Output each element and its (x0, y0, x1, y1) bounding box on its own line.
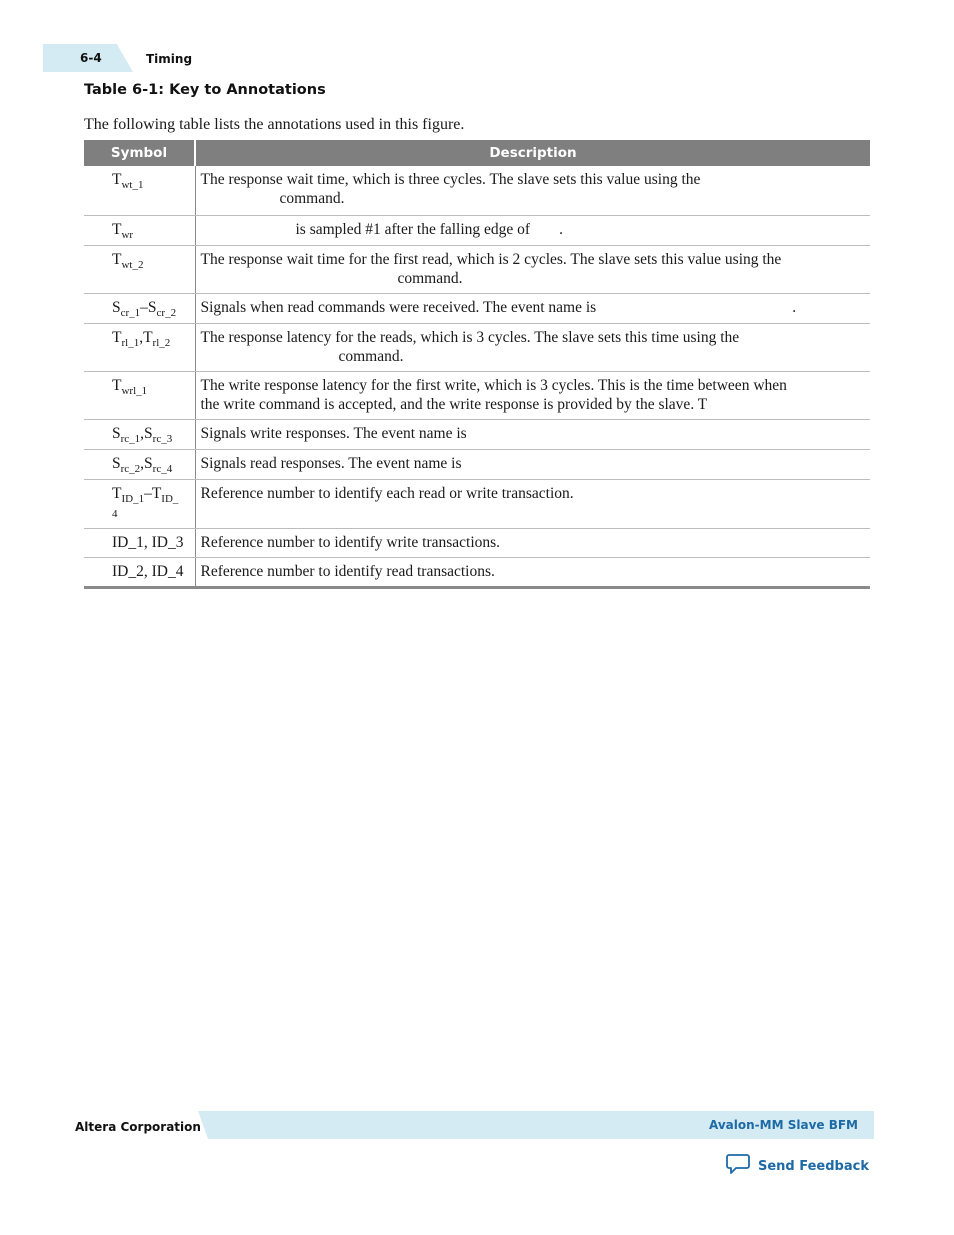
description-cell: Signals read responses. The event name is (195, 449, 870, 479)
table-header-row (84, 140, 870, 166)
symbol-column-header: Symbol (84, 140, 195, 166)
symbol-cell: ID_1, ID_3 (84, 528, 195, 557)
table-row (84, 245, 870, 293)
table-row (84, 557, 870, 587)
description-cell: Signals when read commands were received. The event name is . (195, 293, 870, 323)
send-feedback-link[interactable] (726, 1154, 869, 1178)
symbol-cell: $T_{ID\_1}-T_{ID\_}$ 4 (84, 479, 195, 528)
table-intro: The following table lists the annotations used in this figure. (84, 116, 465, 133)
symbol-cell: $T_{rl\_1},T_{rl\_2}$ (84, 323, 195, 371)
description-cell: The write response latency for the first write, which is 3 cycles. This is the time between when the write command is accepted, and the write response is provided by the slave. T (195, 371, 870, 419)
table-row (84, 166, 870, 215)
symbol-cell: $S_{rc\_1},S_{rc\_3}$ (84, 419, 195, 449)
speech-bubble-icon (726, 1153, 750, 1180)
annotations-table (84, 140, 870, 589)
page-number: 6-4 (80, 51, 102, 65)
symbol-cell: $T_{wr}$ (84, 215, 195, 245)
send-feedback-label: Send Feedback (758, 1158, 869, 1174)
description-cell: The response wait time, which is three cycles. The slave sets this value using the command. (195, 166, 870, 215)
description-cell: is sampled #1 after the falling edge of . (195, 215, 870, 245)
description-cell: Reference number to identify each read or write transaction. (195, 479, 870, 528)
table-row (84, 215, 870, 245)
symbol-cell: $T_{wrl\_1}$ (84, 371, 195, 419)
chapter-title: Timing (146, 52, 193, 66)
description-column-header: Description (195, 140, 870, 166)
table-row (84, 323, 870, 371)
symbol-cell: $T_{wt\_2}$ (84, 245, 195, 293)
table-row (84, 419, 870, 449)
table-row (84, 371, 870, 419)
table-row (84, 479, 870, 528)
symbol-cell: ID_2, ID_4 (84, 557, 195, 587)
description-cell: Reference number to identify write transactions. (195, 528, 870, 557)
footer-corporation: Altera Corporation (75, 1120, 201, 1134)
symbol-cell: $S_{cr\_1}-S_{cr\_2}$ (84, 293, 195, 323)
description-cell: The response wait time for the first read, which is 2 cycles. The slave sets this value using the command. (195, 245, 870, 293)
table-title: Table 6-1: Key to Annotations (84, 82, 326, 98)
symbol-cell: $T_{wt\_1}$ (84, 166, 195, 215)
description-cell: Signals write responses. The event name is (195, 419, 870, 449)
description-cell: The response latency for the reads, which is 3 cycles. The slave sets this time using the command. (195, 323, 870, 371)
table-row (84, 528, 870, 557)
description-cell: Reference number to identify read transactions. (195, 557, 870, 587)
footer-document-title[interactable]: Avalon-MM Slave BFM (709, 1118, 858, 1132)
symbol-cell: $S_{rc\_2},S_{rc\_4}$ (84, 449, 195, 479)
table-row (84, 449, 870, 479)
table-row (84, 293, 870, 323)
